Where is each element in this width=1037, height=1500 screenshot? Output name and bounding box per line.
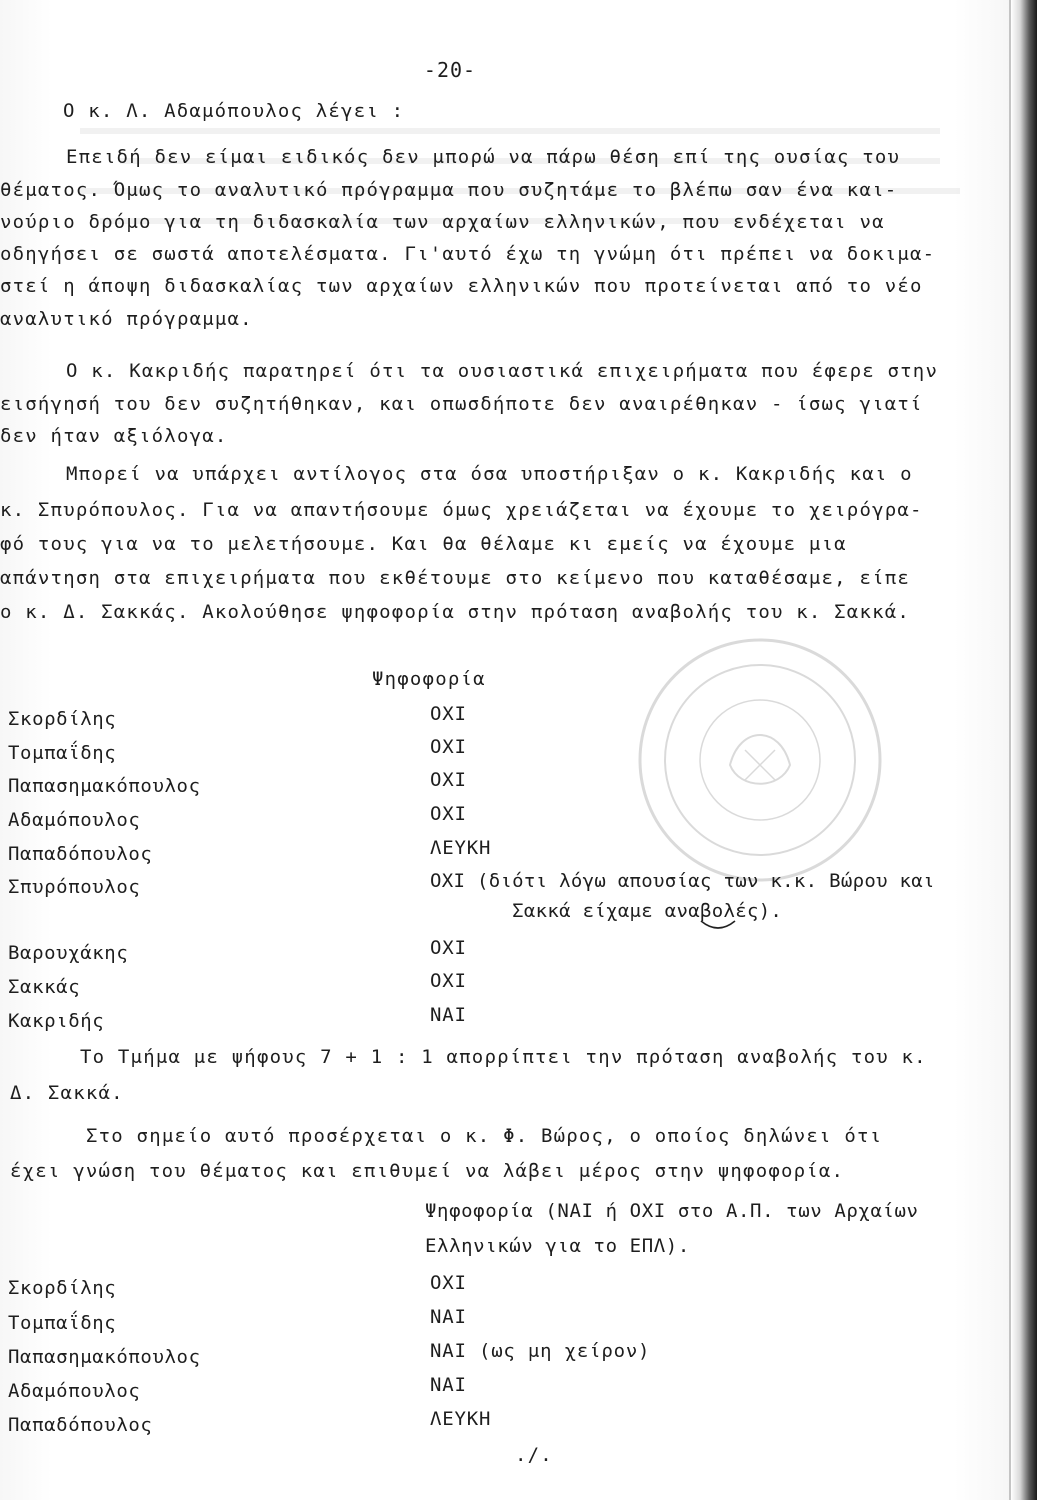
voter-name: Παπασημακόπουλος xyxy=(8,775,201,797)
text-line: Επειδή δεν είμαι ειδικός δεν μπορώ να πάρω θέση επί της ουσίας του xyxy=(66,146,901,168)
text-line: Στο σημείο αυτό προσέρχεται ο κ. Φ. Βώρος, ο οποίος δηλώνει ότι xyxy=(86,1125,883,1147)
text-line: νούριο δρόμο για τη διδασκαλία των αρχαίων ελληνικών, που ενδέχεται να xyxy=(0,211,885,233)
continuation-mark: ./. xyxy=(515,1444,553,1466)
voter-name: Τομπαΐδης xyxy=(8,742,117,764)
text-line: εισήγησή του δεν συζητήθηκαν, και οπωσδήποτε δεν αναιρέθηκαν - ίσως γιατί xyxy=(0,393,923,415)
vote-value: ΟΧΙ xyxy=(430,970,467,992)
text-line: δεν ήταν αξιόλογα. xyxy=(0,425,228,447)
vote-value: ΛΕΥΚΗ xyxy=(430,1408,492,1430)
text-line: θέματος. Όμως το αναλυτικό πρόγραμμα που συζητάμε το βλέπω σαν ένα και- xyxy=(0,179,898,201)
voter-name: Κακριδής xyxy=(8,1010,105,1032)
text-line: Το Τμήμα με ψήφους 7 + 1 : 1 απορρίπτει την πρόταση αναβολής του κ. xyxy=(80,1046,927,1068)
vote-heading: Ψηφοφορία xyxy=(372,668,486,690)
text-line: Δ. Σακκά. xyxy=(10,1082,124,1104)
text-line: κ. Σπυρόπουλος. Για να απαντήσουμε όμως χρειάζεται να έχουμε το χειρόγρα- xyxy=(0,499,923,521)
vote-heading: Ψηφοφορία (ΝΑΙ ή ΟΧΙ στο Α.Π. των Αρχαίων xyxy=(425,1200,919,1222)
voter-name: Σακκάς xyxy=(8,976,81,998)
voter-name: Παπασημακόπουλος xyxy=(8,1346,201,1368)
text-line: απάντηση στα επιχειρήματα που εκθέτουμε στο κείμενο που καταθέσαμε, είπε xyxy=(0,567,911,589)
voter-name: Σκορδίλης xyxy=(8,1277,117,1299)
vote-value: ΟΧΙ xyxy=(430,803,467,825)
vote-value: ΟΧΙ xyxy=(430,769,467,791)
voter-name: Σκορδίλης xyxy=(8,708,117,730)
vote-value: ΛΕΥΚΗ xyxy=(430,837,492,859)
vote-heading-continuation: Ελληνικών για το ΕΠΛ). xyxy=(425,1235,690,1257)
vote-value: ΝΑΙ xyxy=(430,1374,467,1396)
vote-value-continuation: Σακκά είχαμε αναβολές). xyxy=(430,900,783,922)
vote-value: ΟΧΙ xyxy=(430,937,467,959)
text-line: στεί η άποψη διδασκαλίας των αρχαίων ελληνικών που προτείνεται από το νέο xyxy=(0,275,923,297)
voter-name: Σπυρόπουλος xyxy=(8,876,141,898)
voter-name: Βαρουχάκης xyxy=(8,942,129,964)
text-line: έχει γνώση του θέματος και επιθυμεί να λάβει μέρος στην ψηφοφορία. xyxy=(10,1160,845,1182)
vote-value: ΟΧΙ (διότι λόγω απουσίας των κ.κ. Βώρου και xyxy=(430,870,935,892)
speaker-line: Ο κ. Λ. Αδαμόπουλος λέγει : xyxy=(63,100,405,122)
page-number: -20- xyxy=(423,58,477,82)
handwritten-tie-mark-icon xyxy=(698,917,738,935)
official-stamp-icon xyxy=(615,615,905,905)
vote-value: ΝΑΙ xyxy=(430,1004,467,1026)
text-line: φό τους για να το μελετήσουμε. Και θα θέλαμε κι εμείς να έχουμε μια xyxy=(0,533,847,555)
voter-name: Αδαμόπουλος xyxy=(8,1380,141,1402)
vote-value: ΟΧΙ xyxy=(430,1272,467,1294)
text-line: Μπορεί να υπάρχει αντίλογος στα όσα υποστήριξαν ο κ. Κακριδής και ο xyxy=(66,463,913,485)
text-line: Ο κ. Κακριδής παρατηρεί ότι τα ουσιαστικά επιχειρήματα που έφερε στην xyxy=(66,360,939,382)
scan-edge-shadow xyxy=(1011,0,1037,1500)
voter-name: Παπαδόπουλος xyxy=(8,843,153,865)
voter-name: Παπαδόπουλος xyxy=(8,1414,153,1436)
vote-value: ΝΑΙ (ως μη χείρον) xyxy=(430,1340,651,1362)
text-line: ο κ. Δ. Σακκάς. Ακολούθησε ψηφοφορία στην πρόταση αναβολής του κ. Σακκά. xyxy=(0,601,911,623)
vote-value: ΝΑΙ xyxy=(430,1306,467,1328)
vote-value: ΟΧΙ xyxy=(430,736,467,758)
text-line: αναλυτικό πρόγραμμα. xyxy=(0,308,253,330)
voter-name: Αδαμόπουλος xyxy=(8,809,141,831)
text-line: οδηγήσει σε σωστά αποτελέσματα. Γι'αυτό έχω τη γνώμη ότι πρέπει να δοκιμα- xyxy=(0,243,936,265)
voter-name: Τομπαΐδης xyxy=(8,1312,117,1334)
vote-value: ΟΧΙ xyxy=(430,703,467,725)
